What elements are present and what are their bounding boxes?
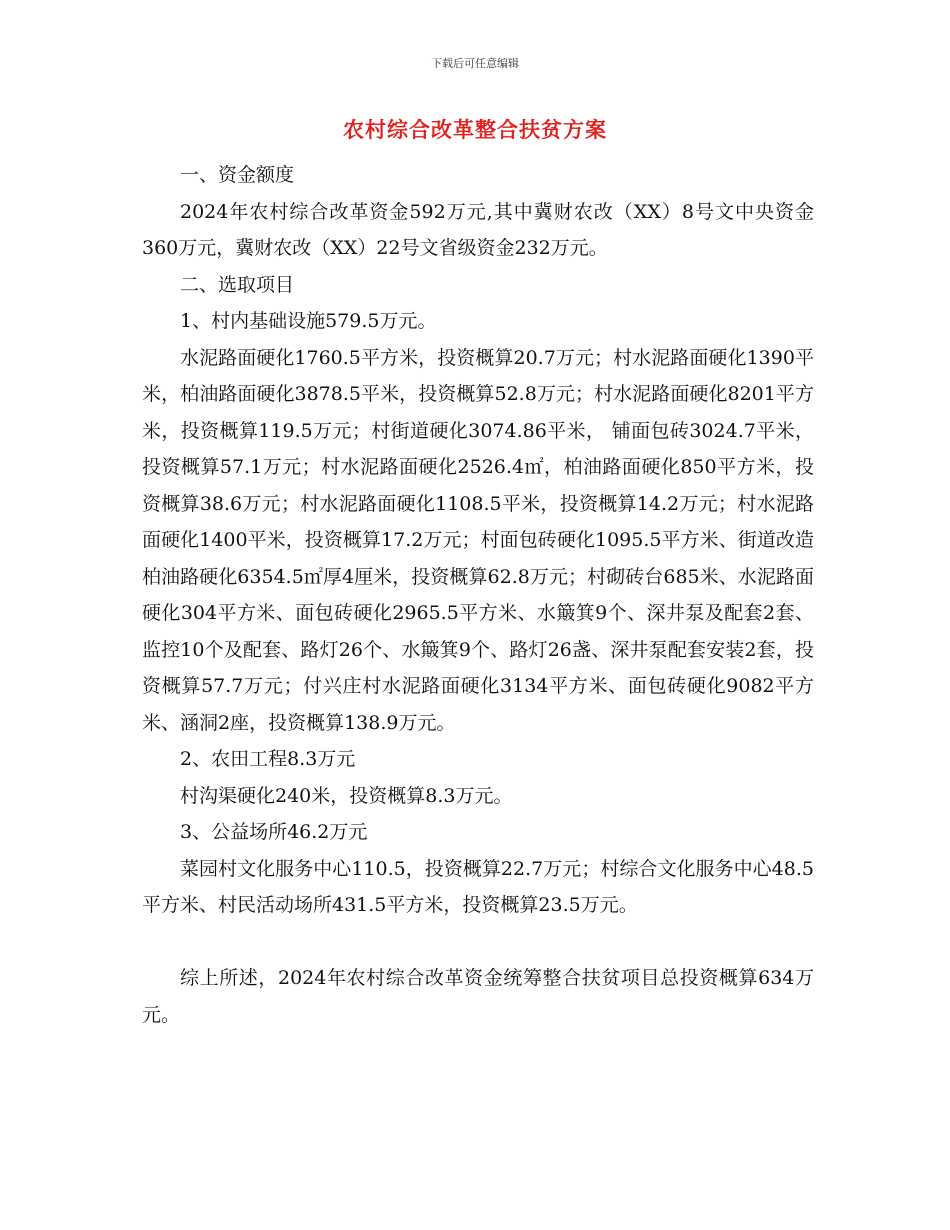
paragraph-farmland-detail: 村沟渠硬化240米，投资概算8.3万元。 <box>180 784 513 807</box>
subheading-public-venues: 3、公益场所46.2万元 <box>180 821 368 843</box>
page-header-note: 下载后可任意编辑 <box>431 57 519 70</box>
document-title: 农村综合改革整合扶贫方案 <box>343 117 607 142</box>
paragraph-summary: 综上所述，2024年农村综合改革资金统筹整合扶贫项目总投资概算634万元。 <box>142 967 814 1026</box>
paragraph-infrastructure-detail: 水泥路面硬化1760.5平方米，投资概算20.7万元；村水泥路面硬化1390平米，柏油路面硬化3878.5平米，投资概算52.8万元；村水泥路面硬化8201平方米，投资概算119.5万元；村街道硬化3074.86平米， 铺面包砖3024.7平米，投资概算57.1万元；村水泥路面硬化2526.4㎡，柏油路面硬化850平方米，投资概算38.6万元；村水泥路面硬化1108.5平米，投资概算14.2万元；村水泥路面硬化1400平米，投资概算17.2万元；村面包砖硬化1095.5平方米、街道改造柏油路硬化6354.5㎡厚4厘米，投资概算62.8万元；村砌砖台685米、水泥路面硬化304平方米、面包砖硬化2965.5平方米、水簸箕9个、深井泵及配套2套、监控10个及配套、路灯26个、水簸箕9个、路灯26盏、深井泵配套安装2套，投资概算57.7万元；付兴庄村水泥路面硬化3134平方米、面包砖硬化9082平方米、涵洞2座，投资概算138.9万元。 <box>142 346 814 734</box>
document-body <box>142 157 814 1033</box>
paragraph-public-venues-detail: 菜园村文化服务中心110.5，投资概算22.7万元；村综合文化服务中心48.5平方米、村民活动场所431.5平方米，投资概算23.5万元。 <box>142 857 814 916</box>
section-heading-funds: 一、资金额度 <box>180 164 295 186</box>
subheading-infrastructure: 1、村内基础设施579.5万元。 <box>180 310 437 332</box>
subheading-farmland: 2、农田工程8.3万元 <box>180 748 356 770</box>
section-heading-projects: 二、选取项目 <box>180 273 295 296</box>
paragraph-funds-detail: 2024年农村综合改革资金592万元,其中冀财农改（XX）8号文中央资金360万元，冀财农改（XX）22号文省级资金232万元。 <box>142 200 814 259</box>
